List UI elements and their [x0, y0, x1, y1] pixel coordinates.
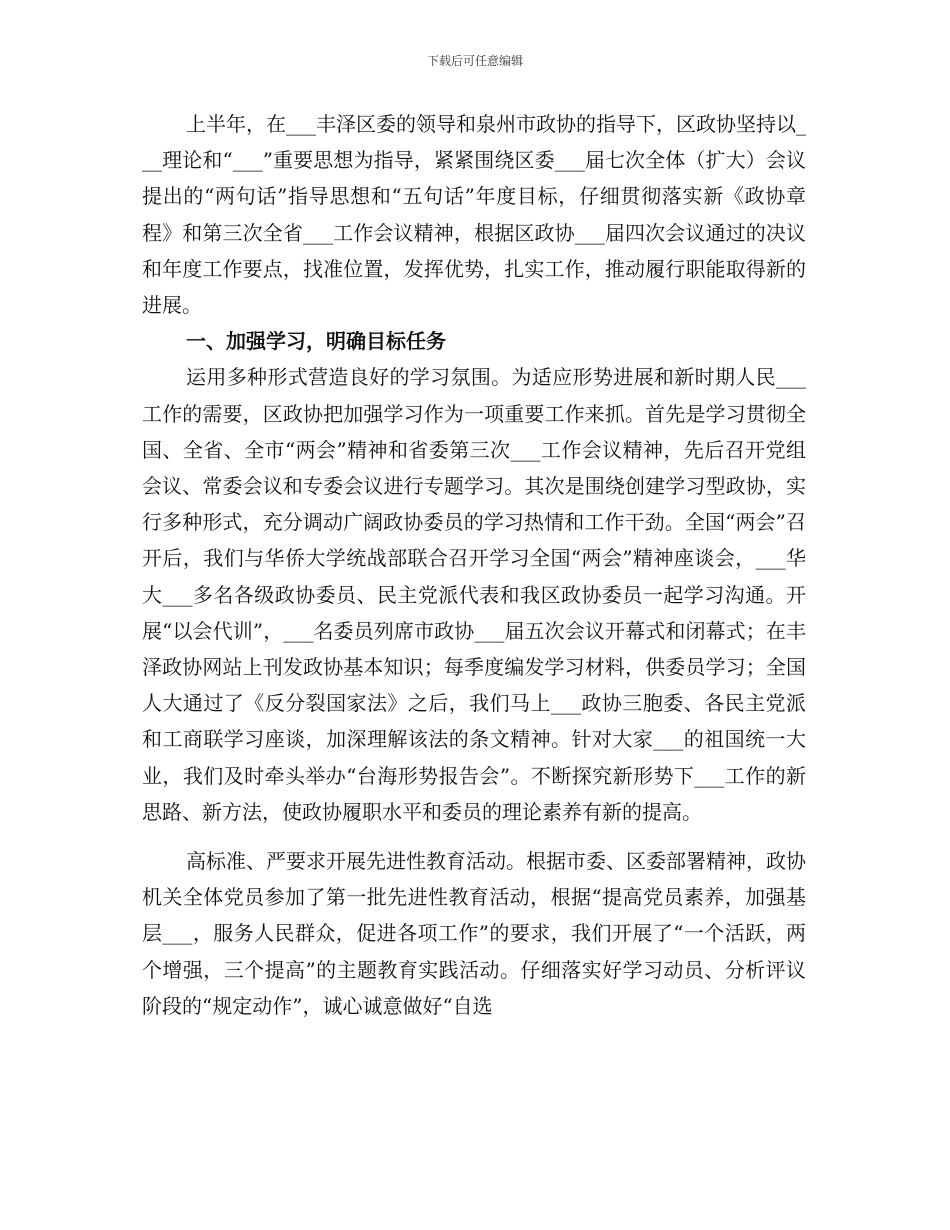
body-paragraph: 高标准、严要求开展先进性教育活动。根据市委、区委部署精神，政协机关全体党员参加了第一批先进性教育活动，根据“提高党员素养，加强基层___，服务人民群众，促进各项工作”的要求，我们开展了“一个活跃，两个增强，三个提高”的主题教育实践活动。仔细落实好学习动员、分析评议阶段的“规定动作”，诚心诚意做好“自选 [142, 849, 806, 1018]
document-body [142, 106, 806, 1024]
section-heading: 一、加强学习，明确目标任务 [186, 329, 446, 354]
page-header-note: 下载后可任意编辑 [426, 54, 523, 68]
body-paragraph: 运用多种形式营造良好的学习氛围。为适应形势进展和新时期人民___工作的需要，区政协把加强学习作为一项重要工作来抓。首先是学习贯彻全国、全省、全市“两会”精神和省委第三次___工作会议精神，先后召开党组会议、常委会议和专委会议进行专题学习。其次是围绕创建学习型政协，实行多种形式，充分调动广阔政协委员的学习热情和工作干劲。全国“两会”召开后，我们与华侨大学统战部联合召开学习全国“两会”精神座谈会，___华大___多名各级政协委员、民主党派代表和我区政协委员一起学习沟通。开展“以会代训”，___名委员列席市政协___届五次会议开幕式和闭幕式；在丰泽政协网站上刊发政协基本知识；每季度编发学习材料，供委员学习；全国人大通过了《反分裂国家法》之后，我们马上___政协三胞委、各民主党派和工商联学习座谈，加深理解该法的条文精神。针对大家___的祖国统一大业，我们及时牵头举办“台海形势报告会”。不断探究新形势下___工作的新思路、新方法，使政协履职水平和委员的理论素养有新的提高。 [142, 365, 806, 824]
intro-paragraph: 上半年，在___丰泽区委的领导和泉州市政协的指导下，区政协坚持以___理论和“___”重要思想为指导，紧紧围绕区委___届七次全体（扩大）会议提出的“两句话”指导思想和“五句话”年度目标，仔细贯彻落实新《政协章程》和第三次全省___工作会议精神，根据区政协___届四次会议通过的决议和年度工作要点，找准位置，发挥优势，扎实工作，推动履行职能取得新的进展。 [142, 112, 806, 318]
